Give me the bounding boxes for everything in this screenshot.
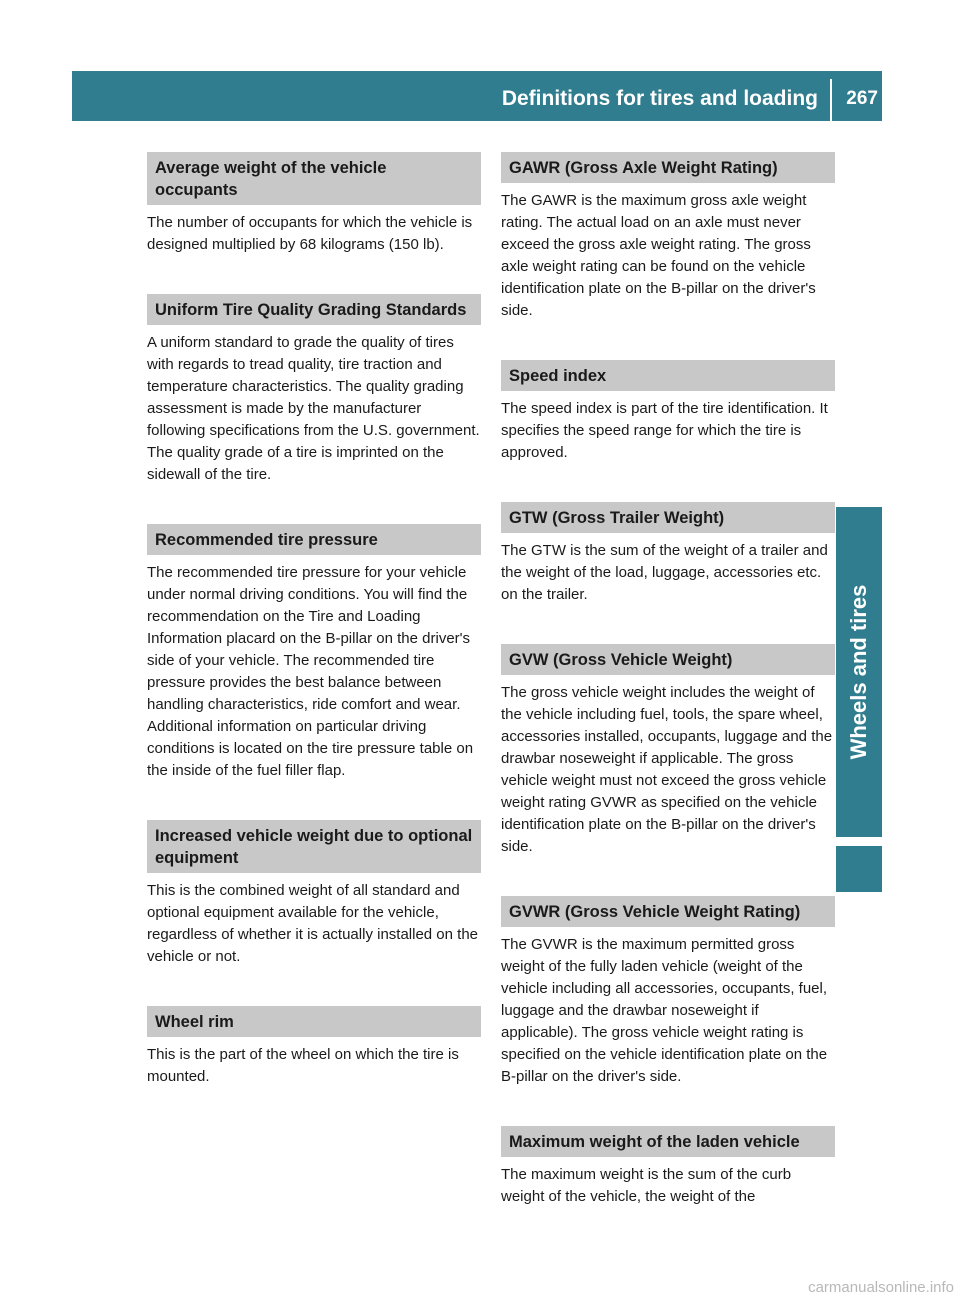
section-recommended-tire-pressure [147, 524, 481, 782]
section-heading: Recommended tire pressure [147, 524, 481, 555]
chapter-marker [836, 846, 882, 892]
section-heading: Increased vehicle weight due to optional equipment [147, 820, 481, 873]
section-heading: Uniform Tire Quality Grading Standards [147, 294, 481, 325]
section-speed-index [501, 360, 835, 464]
header-divider [830, 79, 832, 121]
section-heading: GAWR (Gross Axle Weight Rating) [501, 152, 835, 183]
section-heading: Average weight of the vehicle occupants [147, 152, 481, 205]
right-column [501, 152, 835, 1246]
watermark: carmanualsonline.info [808, 1279, 954, 1296]
section-utqgs [147, 294, 481, 486]
section-body: The GTW is the sum of the weight of a trailer and the weight of the load, luggage, accessories etc. on the trailer. [501, 542, 828, 603]
section-heading: GVWR (Gross Vehicle Weight Rating) [501, 896, 835, 927]
section-gawr [501, 152, 835, 322]
page-title: Definitions for tires and loading [501, 87, 818, 110]
section-body: The number of occupants for which the vehicle is designed multiplied by 68 kilograms (150 lb). [147, 214, 473, 253]
section-gtw [501, 502, 835, 606]
section-body: The speed index is part of the tire identification. It specifies the speed range for which the tire is approved. [501, 400, 828, 461]
section-body: The gross vehicle weight includes the weight of the vehicle including fuel, tools, the spare wheel, accessories installed, occupants, luggage and the drawbar noseweight if applicable. The gross vehicle weight must not exceed the gross vehicle weight rating GVWR as specified on the vehicle identification plate on the B-pillar on the driver's side. [501, 684, 833, 855]
section-max-laden-weight [501, 1126, 835, 1208]
section-gvwr [501, 896, 835, 1088]
section-body: A uniform standard to grade the quality of tires with regards to tread quality, tire traction and temperature characteristics. The quality grading assessment is made by the manufacturer following specifications from the U.S. government. The quality grade of a tire is imprinted on the sidewall of the tire. [147, 334, 480, 483]
section-wheel-rim [147, 1006, 481, 1088]
left-column [147, 152, 481, 1126]
chapter-tab[interactable] [836, 507, 882, 837]
section-body: The maximum weight is the sum of the curb weight of the vehicle, the weight of the [501, 1166, 792, 1205]
section-body: This is the part of the wheel on which the tire is mounted. [147, 1046, 459, 1085]
section-average-occupant-weight [147, 152, 481, 256]
section-body: The GVWR is the maximum permitted gross weight of the fully laden vehicle (weight of the vehicle including all accessories, occupants, fuel, luggage and the drawbar noseweight if applicable). The gross vehicle weight rating is specified on the vehicle identification plate on the B-pillar on the driver's side. [501, 936, 828, 1085]
section-heading: GVW (Gross Vehicle Weight) [501, 644, 835, 675]
section-optional-equipment-weight [147, 820, 481, 968]
section-heading: Wheel rim [147, 1006, 481, 1037]
page-header [72, 71, 882, 121]
section-heading: Speed index [501, 360, 835, 391]
section-heading: Maximum weight of the laden vehicle [501, 1126, 835, 1157]
section-body: The GAWR is the maximum gross axle weight rating. The actual load on an axle must never exceed the gross axle weight rating. The gross axle weight rating can be found on the vehicle identification plate on the B-pillar on the driver's side. [501, 192, 816, 319]
section-body: The recommended tire pressure for your vehicle under normal driving conditions. You will find the recommendation on the Tire and Loading Information placard on the B-pillar on the driver's side of your vehicle. The recommended tire pressure provides the best balance between handling characteristics, ride comfort and wear. Additional information on particular driving conditions is located on the tire pressure table on the inside of the fuel filler flap. [147, 564, 474, 779]
section-gvw [501, 644, 835, 858]
chapter-tab-label: Wheels and tires [846, 584, 871, 760]
page-number: 267 [846, 88, 878, 109]
section-heading: GTW (Gross Trailer Weight) [501, 502, 835, 533]
section-body: This is the combined weight of all standard and optional equipment available for the vehicle, regardless of whether it is actually installed on the vehicle or not. [147, 882, 479, 965]
